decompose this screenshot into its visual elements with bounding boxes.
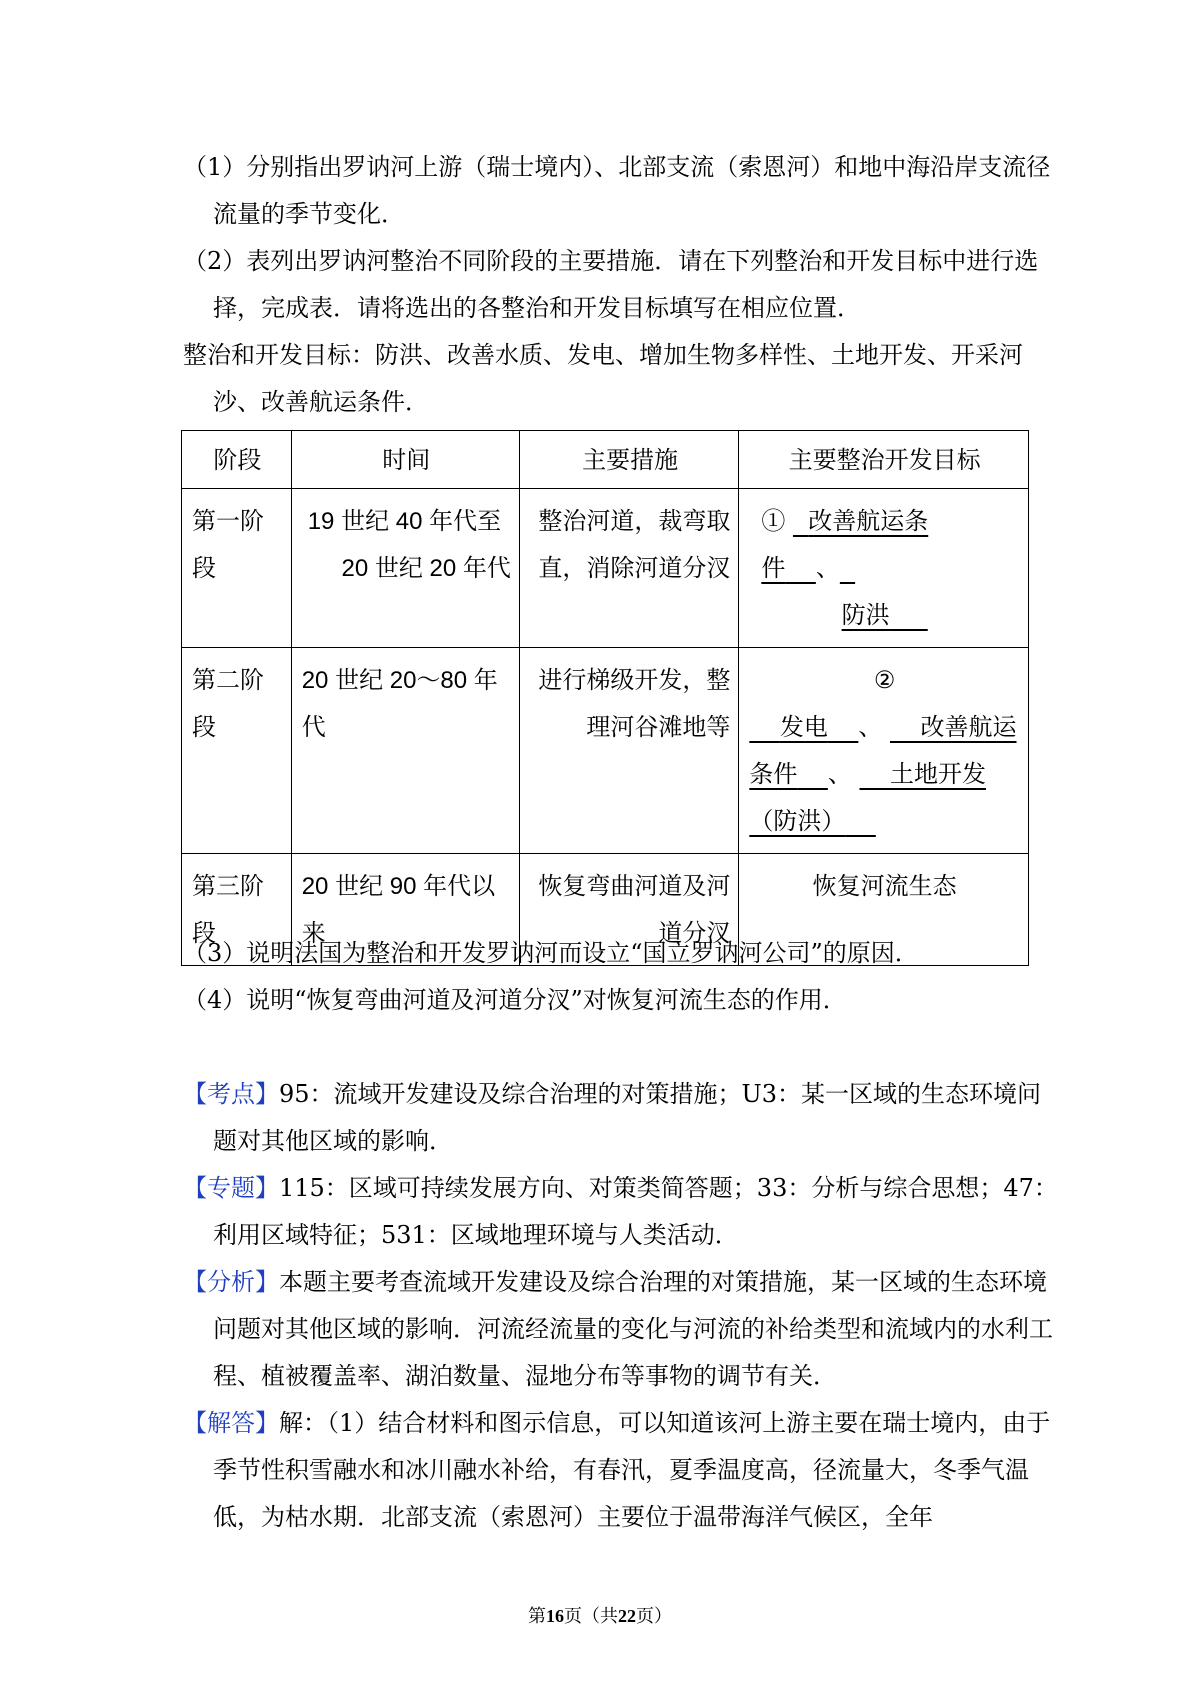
answer-text: 发电 [779, 713, 828, 741]
answer-text: 改善航运条件 [749, 713, 1017, 788]
time-line-1: 19 世纪 40 年代至 [307, 508, 502, 535]
answer-blank [840, 554, 855, 582]
header-goals: 主要整治开发目标 [739, 431, 1029, 489]
question-3: （3）说明法国为整治和开发罗讷河而设立“国立罗讷河公司”的原因． [183, 939, 919, 967]
fenxi-text: 本题主要考查流域开发建设及综合治理的对策措施，某一区域的生态环境问题对其他区域的影响．河流经流量的变化与河流的补给类型和流域内的水利工程、植被覆盖率、湖泊数量、湿地分布等事物的调节有关． [213, 1268, 1053, 1390]
time-line-2: 20 世纪 20 年代 [341, 555, 511, 582]
header-time: 时间 [291, 431, 519, 489]
cell-time: 20 世纪 20～80 年代 [291, 648, 519, 854]
answer-blank [842, 601, 928, 629]
question-1: （1）分别指出罗讷河上游（瑞士境内）、北部支流（索恩河）和地中海沿岸支流径流量的季节变化． [183, 153, 1051, 228]
cell-stage: 第一阶段 [182, 489, 292, 648]
cell-time [291, 489, 519, 648]
answer-separator: 、 [815, 554, 840, 582]
answer-marker: ① [761, 507, 786, 535]
stage-table [181, 430, 1029, 966]
page-footer [0, 1604, 1200, 1629]
jieda-tag: 【解答】 [183, 1409, 279, 1437]
answer-separator: 、 [827, 760, 852, 788]
cell-stage: 第二阶段 [182, 648, 292, 854]
cell-goals [739, 648, 1029, 854]
goal-answer-1 [749, 498, 1020, 592]
kaodian-section [183, 1071, 1058, 1165]
goal-answer-2 [749, 704, 1020, 845]
cell-measures: 进行梯级开发，整理河谷滩地等 [519, 648, 738, 854]
cell-measures: 整治河道，裁弯取直，消除河道分汊 [519, 489, 738, 648]
footer-page-number: 16 [546, 1606, 564, 1626]
cell-goals [739, 489, 1029, 648]
table-row [182, 648, 1029, 854]
goal-options: 整治和开发目标：防洪、改善水质、发电、增加生物多样性、土地开发、开采河沙、改善航运条件． [183, 341, 1023, 416]
footer-prefix: 第 [528, 1606, 546, 1627]
fenxi-tag: 【分析】 [183, 1268, 279, 1296]
zhuanti-text: 115：区域可持续发展方向、对策类简答题；33：分析与综合思想；47：利用区域特征；531：区域地理环境与人类活动． [213, 1174, 1058, 1249]
table-header-row [182, 431, 1029, 489]
answer-text: 改善航运条件 [761, 507, 929, 582]
answer-separator: 、 [858, 713, 883, 741]
header-measures: 主要措施 [519, 431, 738, 489]
jieda-text: 解：（1）结合材料和图示信息，可以知道该河上游主要在瑞士境内，由于季节性积雪融水和冰川融水补给，有春汛，夏季温度高，径流量大，冬季气温低，为枯水期．北部支流（索恩河）主要位于温带海洋气候区，全年 [213, 1409, 1051, 1531]
kaodian-text: 95：流域开发建设及综合治理的对策措施；U3：某一区域的生态环境问题对其他区域的影响． [213, 1080, 1042, 1155]
cell-stage: 第三阶段 [182, 854, 292, 966]
question-4: （4）说明“恢复弯曲河道及河道分汊”对恢复河流生态的作用． [183, 986, 847, 1014]
header-stage: 阶段 [182, 431, 292, 489]
fenxi-section [183, 1259, 1058, 1400]
cell-goals: 恢复河流生态 [739, 854, 1029, 966]
jieda-section [183, 1400, 1058, 1541]
cell-time: 20 世纪 90 年代以来 [291, 854, 519, 966]
answer-text: 土地开发（防洪） [749, 760, 986, 835]
footer-middle: 页（共 [564, 1606, 618, 1627]
goal-answer-1b [749, 592, 1020, 639]
zhuanti-section [183, 1165, 1058, 1259]
footer-total-pages: 22 [618, 1606, 636, 1626]
answer-marker: ② [873, 666, 896, 694]
footer-suffix: 页） [636, 1606, 672, 1627]
table-row [182, 489, 1029, 648]
zhuanti-tag: 【专题】 [183, 1174, 279, 1202]
cell-measures: 恢复弯曲河道及河道分汊 [519, 854, 738, 966]
question-2: （2）表列出罗讷河整治不同阶段的主要措施．请在下列整治和开发目标中进行选择，完成表．请将选出的各整治和开发目标填写在相应位置． [183, 247, 1039, 322]
kaodian-tag: 【考点】 [183, 1080, 279, 1108]
answer-blank [749, 713, 858, 741]
answer-text: 防洪 [841, 601, 890, 629]
